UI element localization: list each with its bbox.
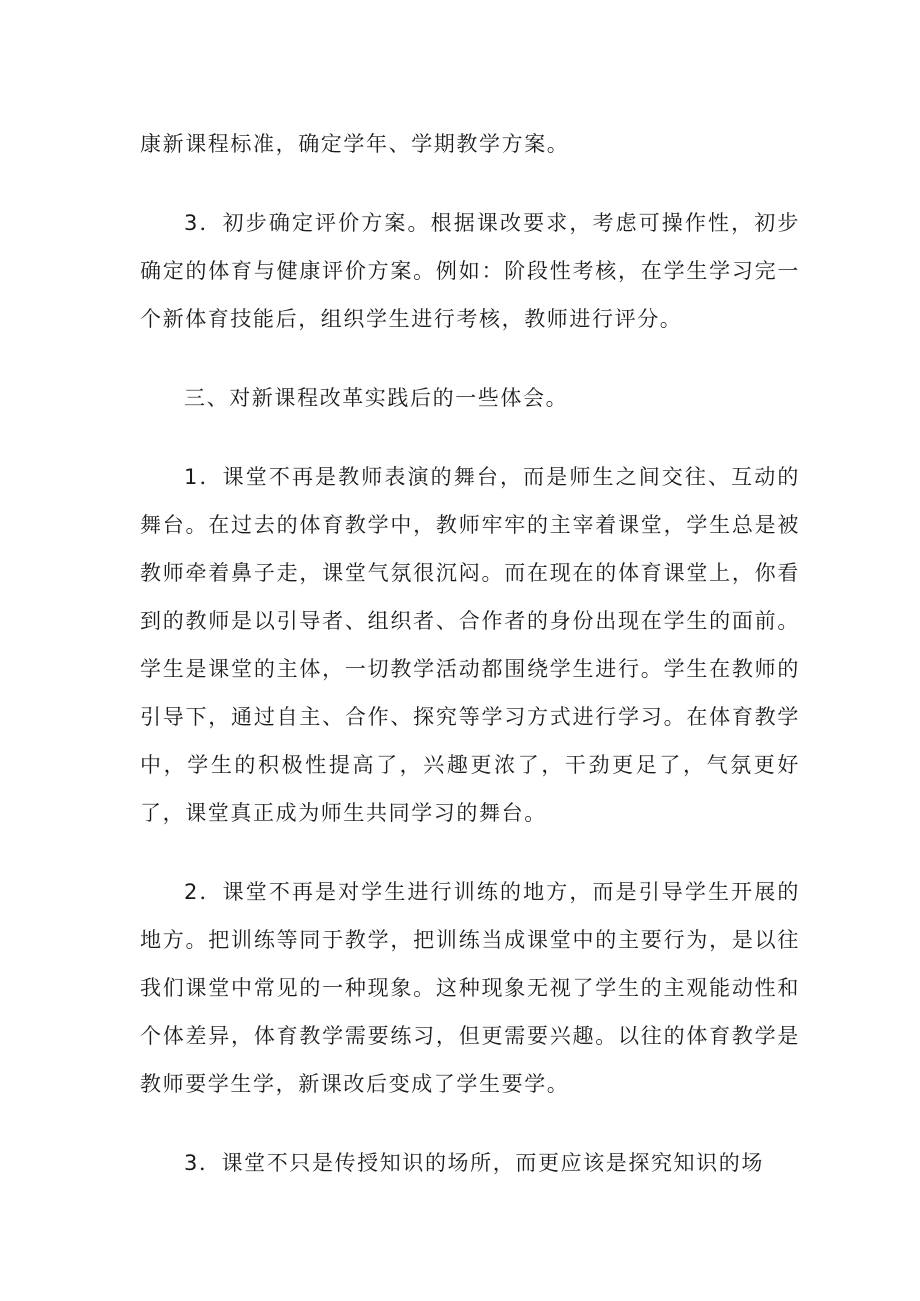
paragraph-point-3: 3．课堂不只是传授知识的场所，而更应该是探究知识的场 [184, 1151, 764, 1175]
paragraph-point-2: 2．课堂不再是对学生进行训练的地方，而是引导学生开展的地方。把训练等同于教学，把训练当成课堂中的主要行为，是以往我们课堂中常见的一种现象。这种现象无视了学生的主观能动性和个体差异，体育教学需要练习，但更需要兴趣。以往的体育教学是教师要学生学，新课改后变成了学生要学。 [140, 880, 800, 1096]
paragraph-point-1: 1．课堂不再是教师表演的舞台，而是师生之间交往、互动的舞台。在过去的体育教学中，教师牢牢的主宰着课堂，学生总是被教师牵着鼻子走，课堂气氛很沉闷。而在现在的体育课堂上，你看到的教师是以引导者、组织者、合作者的身份出现在学生的面前。学生是课堂的主体，一切教学活动都围绕学生进行。学生在教师的引导下，通过自主、合作、探究等学习方式进行学习。在体育教学中，学生的积极性提高了，兴趣更浓了，干劲更足了，气氛更好了，课堂真正成为师生共同学习的舞台。 [140, 465, 800, 825]
document-body [140, 120, 800, 1187]
section-heading-reflections: 三、对新课程改革实践后的一些体会。 [184, 386, 569, 410]
paragraph-continuation: 康新课程标准，确定学年、学期教学方案。 [140, 132, 570, 156]
paragraph-evaluation-plan: 3．初步确定评价方案。根据课改要求，考虑可操作性，初步确定的体育与健康评价方案。例如：阶段性考核，在学生学习完一个新体育技能后，组织学生进行考核，教师进行评分。 [140, 211, 800, 331]
